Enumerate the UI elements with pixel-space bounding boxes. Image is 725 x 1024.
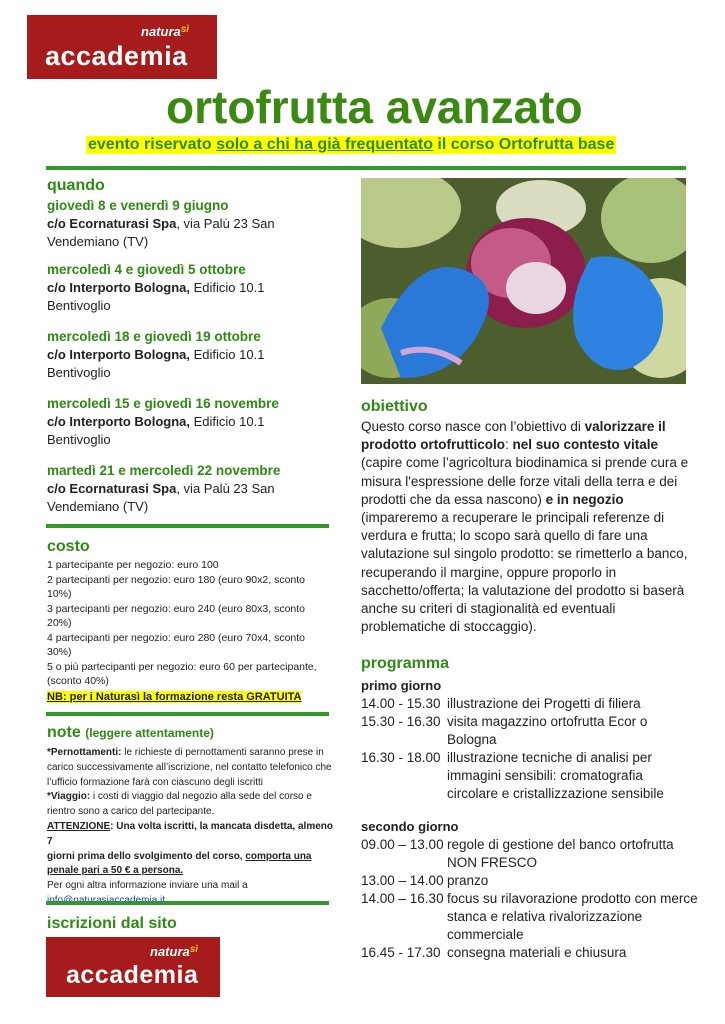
- iscrizioni-heading: iscrizioni dal sito: [47, 915, 177, 932]
- costo-divider: [46, 712, 329, 716]
- nb-gratuita: NB: per i Naturasì la formazione resta GRATUITA: [47, 690, 302, 703]
- event-venue: c/o Interporto Bologna,: [47, 347, 190, 362]
- event-venue: c/o Interporto Bologna,: [47, 280, 190, 295]
- logo-brand: natura: [150, 944, 190, 959]
- viaggio-text: i costi di viaggio dal negozio alla sede del corso e: [90, 791, 312, 803]
- naturasi-accademia-logo: [27, 15, 217, 79]
- pernottamenti-text: le richieste di pernottamenti saranno prese in: [121, 747, 324, 758]
- logo-name: accademia: [45, 41, 188, 71]
- quando-divider: [46, 524, 329, 528]
- program-time: 13.00 – 14.00: [361, 873, 444, 888]
- event-address-line2: Bentivoglio: [47, 298, 111, 313]
- program-item: [361, 890, 697, 944]
- event-address-line2: Vendemiano (TV): [47, 499, 149, 514]
- costo-line: 20%): [47, 617, 72, 629]
- pernottamenti-label: *Pernottamenti:: [47, 747, 122, 758]
- obiettivo-t1: Questo corso nasce con l’obiettivo di: [361, 419, 585, 434]
- event-3: [47, 328, 327, 382]
- logo-brand-mark: sì: [189, 944, 199, 955]
- attenzione-comporta: comporta una: [245, 850, 312, 862]
- costo-line: 10%): [47, 588, 72, 600]
- program-desc: illustrazione tecniche di analisi per immagini sensibili: cromatografia circolare e cristallizzazione sensibile: [447, 750, 664, 801]
- program-time: 14.00 - 15.30: [361, 696, 441, 711]
- page-title: ortofrutta avanzato: [166, 81, 583, 133]
- event-address: , via Palù 23 San: [176, 481, 275, 496]
- attenzione-penale: penale pari a 50 € a persona.: [47, 865, 184, 877]
- event-date: martedì 21 e mercoledì 22 novembre: [47, 463, 281, 478]
- note-subtitle: (leggere attentamente): [85, 726, 214, 740]
- costo-list: [47, 558, 337, 704]
- program-time: 15.30 - 16.30: [361, 714, 441, 729]
- costo-line: (sconto 40%): [47, 675, 109, 687]
- program-desc: regole di gestione del banco ortofrutta NON FRESCO: [447, 837, 674, 870]
- costo-line: 3 partecipanti per negozio: euro 240 (euro 80x3, sconto: [47, 602, 306, 615]
- event-5: [47, 462, 327, 516]
- note-divider: [46, 901, 329, 905]
- event-2: [47, 261, 327, 315]
- costo-line: 2 partecipanti per negozio: euro 180 (euro 90x2, sconto: [47, 573, 306, 586]
- event-venue: c/o Ecornaturasi Spa: [47, 216, 177, 231]
- attenzione-text: : Una volta iscritti, la mancata disdetta, almeno 7: [47, 820, 333, 847]
- page-subtitle: [86, 136, 616, 154]
- program-item: [361, 749, 697, 803]
- obiettivo-heading: obiettivo: [361, 398, 428, 415]
- event-1: [47, 197, 327, 251]
- costo-heading: costo: [47, 538, 90, 555]
- obiettivo-b3: e in negozio: [541, 491, 624, 507]
- event-address-line2: Bentivoglio: [47, 432, 111, 447]
- event-address: Edificio 10.1: [190, 414, 265, 429]
- costo-line: 1 partecipante per negozio: euro 100: [47, 559, 219, 571]
- subtitle-part2: solo a chi ha già frequentato: [216, 136, 433, 153]
- programma-heading: programma: [361, 655, 450, 672]
- day2-label: secondo giorno: [361, 819, 459, 834]
- costo-line: 5 o più partecipanti per negozio: euro 60 per partecipante,: [47, 660, 317, 673]
- pernottamenti-line2: carico successivamente all’iscrizione, nel contatto telefonico che: [47, 761, 332, 773]
- pernottamenti-line3: l’ufficio formazione farà con ciascuno degli iscritti: [47, 776, 264, 788]
- info-text: Per ogni altra informazione inviare una mail a: [47, 880, 248, 892]
- event-venue: c/o Ecornaturasi Spa: [47, 481, 177, 496]
- program-desc: illustrazione dei Progetti di filiera: [447, 696, 641, 711]
- event-venue: c/o Interporto Bologna,: [47, 414, 190, 429]
- event-date: giovedì 8 e venerdì 9 giugno: [47, 198, 229, 213]
- program-time: 09.00 – 13.00: [361, 837, 444, 852]
- program-item: [361, 836, 697, 872]
- logo-brand: natura: [141, 24, 181, 39]
- event-address-line2: Bentivoglio: [47, 365, 111, 380]
- vegetables-gloves-photo: [361, 178, 686, 384]
- obiettivo-t2: :: [504, 437, 513, 453]
- naturasi-accademia-logo-link[interactable]: [46, 937, 220, 997]
- event-address: Edificio 10.1: [190, 280, 265, 295]
- program-desc: consegna materiali e chiusura: [447, 945, 627, 960]
- costo-line: 30%): [47, 646, 72, 658]
- event-address: Edificio 10.1: [190, 347, 265, 362]
- program-desc: visita magazzino ortofrutta Ecor o Bologna: [447, 714, 648, 747]
- attenzione-line2: giorni prima dello svolgimento del corso,: [47, 850, 246, 862]
- note-heading: [47, 724, 214, 742]
- program-desc: pranzo: [447, 873, 489, 888]
- day1-label: primo giorno: [361, 678, 442, 693]
- event-address-line2: Vendemiano (TV): [47, 234, 149, 249]
- viaggio-line2: rientro sono a carico del partecipante.: [47, 806, 215, 818]
- event-date: mercoledì 4 e giovedì 5 ottobre: [47, 262, 246, 277]
- program-item: [361, 695, 697, 713]
- obiettivo-t4: (impareremo a recuperare le principali referenze di verdura e frutta; lo scopo sarà quello di fare una valutazione sul singolo prodotto: se rimetterlo a banco, recuperando il margine, oppure proporlo in sacchetto/offerta; la valutazione del prodotto si baserà anche su criteri di stagionalità ed eventuali problematiche di stoccaggio).: [361, 510, 688, 635]
- attenzione-label: ATTENZIONE: [47, 820, 111, 832]
- program-time: 16.45 - 17.30: [361, 945, 441, 960]
- program-time: 14.00 – 16.30: [361, 891, 444, 906]
- event-date: mercoledì 15 e giovedì 16 novembre: [47, 396, 279, 411]
- program-item: [361, 944, 697, 962]
- logo-brand-mark: sì: [180, 24, 190, 35]
- logo-name: accademia: [66, 961, 199, 989]
- quando-heading: quando: [47, 177, 105, 194]
- note-title: note: [47, 724, 81, 741]
- program-desc: focus su rilavorazione prodotto con merce stanca e relativa rivalorizzazione commerciale: [447, 891, 698, 942]
- note-body: [47, 746, 337, 909]
- header-divider: [46, 166, 686, 170]
- event-address: , via Palù 23 San: [176, 216, 275, 231]
- event-date: mercoledì 18 e giovedì 19 ottobre: [47, 329, 261, 344]
- viaggio-label: *Viaggio:: [47, 791, 91, 803]
- program-item: [361, 713, 697, 749]
- program-item: [361, 872, 697, 890]
- costo-line: 4 partecipanti per negozio: euro 280 (euro 70x4, sconto: [47, 631, 306, 644]
- obiettivo-b2: nel suo contesto vitale: [512, 437, 659, 453]
- obiettivo-t3: (capire come l’agricoltura biodinamica si prende cura e misura l'espressione delle forze vitali della terra e dei prodotti che da essa nascono): [361, 455, 689, 507]
- obiettivo-b1: valorizzare il prodotto ortofrutticolo: [361, 419, 666, 453]
- program-time: 16.30 - 18.00: [361, 750, 441, 765]
- obiettivo-text: [361, 418, 691, 636]
- photo-illustration: [361, 178, 686, 384]
- subtitle-part1: evento riservato: [88, 136, 217, 153]
- event-4: [47, 395, 327, 449]
- subtitle-part3: il corso Ortofrutta base: [432, 136, 615, 153]
